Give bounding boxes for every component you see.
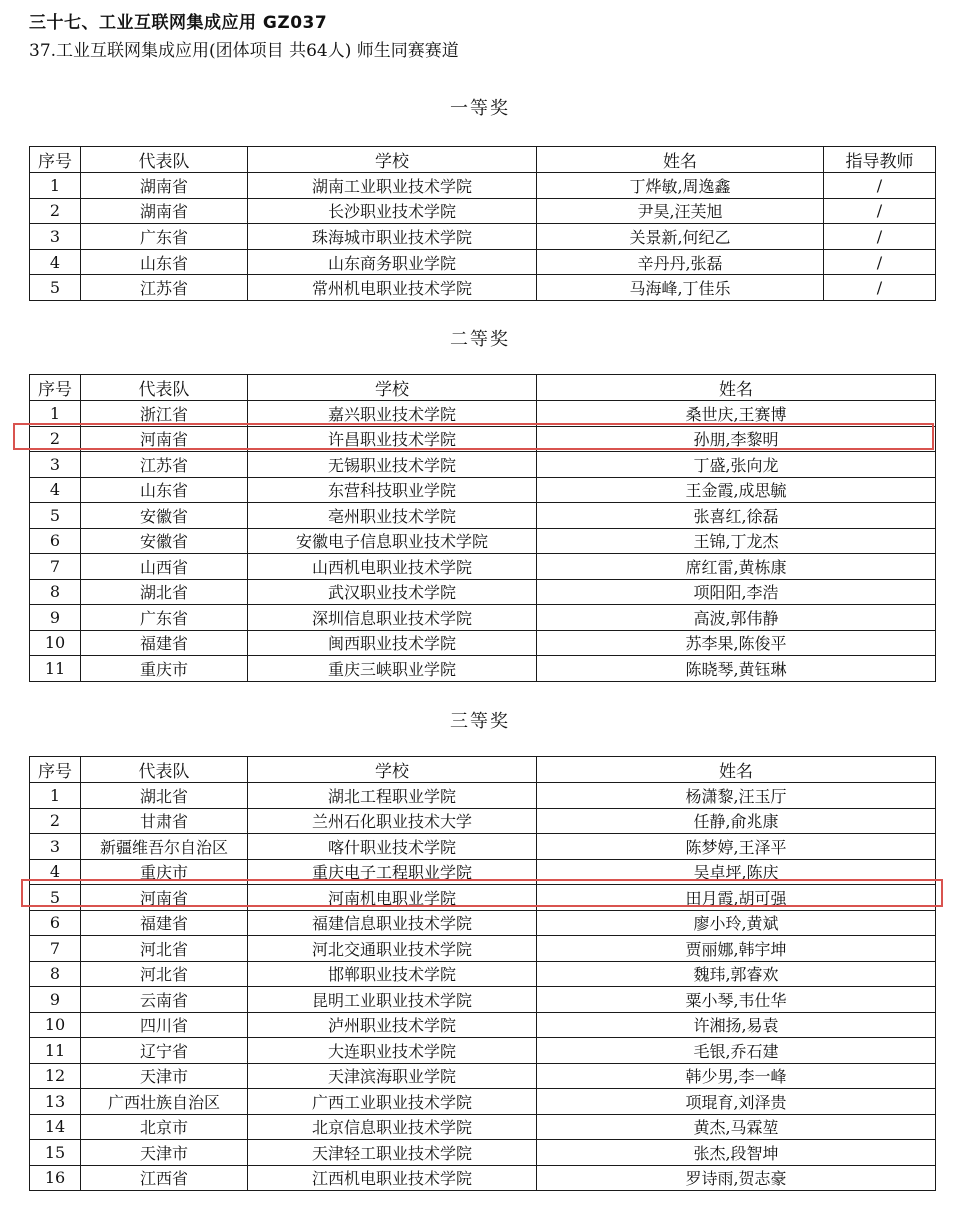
cell-names: 粟小琴,韦仕华 — [537, 987, 936, 1013]
table-row — [30, 808, 936, 834]
cell-names: 辛丹丹,张磊 — [537, 249, 824, 275]
cell-school: 重庆三峡职业学院 — [248, 656, 537, 682]
cell-team: 广东省 — [81, 224, 248, 250]
cell-names: 廖小玲,黄斌 — [537, 910, 936, 936]
cell-rank: 1 — [30, 173, 81, 199]
table-row — [30, 783, 936, 809]
third-prize-table — [29, 756, 936, 1191]
cell-school: 河北交通职业技术学院 — [248, 936, 537, 962]
cell-advisor: / — [824, 173, 936, 199]
column-header-team: 代表队 — [81, 147, 248, 173]
cell-rank: 8 — [30, 579, 81, 605]
cell-rank: 1 — [30, 401, 81, 427]
cell-school: 深圳信息职业技术学院 — [248, 605, 537, 631]
cell-team: 湖北省 — [81, 579, 248, 605]
cell-school: 湖北工程职业学院 — [248, 783, 537, 809]
table-row — [30, 936, 936, 962]
cell-school: 大连职业技术学院 — [248, 1038, 537, 1064]
cell-names: 魏玮,郭睿欢 — [537, 961, 936, 987]
cell-advisor: / — [824, 275, 936, 301]
cell-names: 张杰,段智坤 — [537, 1140, 936, 1166]
cell-team: 天津市 — [81, 1063, 248, 1089]
cell-names: 杨潇黎,汪玉厅 — [537, 783, 936, 809]
table-row — [30, 579, 936, 605]
cell-school: 武汉职业技术学院 — [248, 579, 537, 605]
cell-names: 张喜红,徐磊 — [537, 503, 936, 529]
cell-rank: 4 — [30, 477, 81, 503]
cell-team: 河南省 — [81, 885, 248, 911]
cell-school: 天津轻工职业技术学院 — [248, 1140, 537, 1166]
cell-rank: 7 — [30, 554, 81, 580]
table-row — [30, 1012, 936, 1038]
column-header-names: 姓名 — [537, 757, 936, 783]
cell-team: 福建省 — [81, 910, 248, 936]
cell-names: 吴卓坪,陈庆 — [537, 859, 936, 885]
cell-team: 重庆市 — [81, 656, 248, 682]
cell-names: 毛银,乔石建 — [537, 1038, 936, 1064]
table-row — [30, 198, 936, 224]
cell-school: 安徽电子信息职业技术学院 — [248, 528, 537, 554]
cell-team: 山东省 — [81, 477, 248, 503]
cell-school: 河南机电职业学院 — [248, 885, 537, 911]
cell-names: 贾丽娜,韩宇坤 — [537, 936, 936, 962]
cell-school: 北京信息职业技术学院 — [248, 1114, 537, 1140]
table-row — [30, 859, 936, 885]
column-header-rank: 序号 — [30, 147, 81, 173]
cell-names: 项琨育,刘泽贵 — [537, 1089, 936, 1115]
cell-team: 天津市 — [81, 1140, 248, 1166]
cell-names: 马海峰,丁佳乐 — [537, 275, 824, 301]
cell-names: 罗诗雨,贺志豪 — [537, 1165, 936, 1191]
cell-school: 无锡职业技术学院 — [248, 452, 537, 478]
cell-school: 邯郸职业技术学院 — [248, 961, 537, 987]
cell-names: 韩少男,李一峰 — [537, 1063, 936, 1089]
table-row — [30, 173, 936, 199]
column-header-team: 代表队 — [81, 375, 248, 401]
cell-team: 山东省 — [81, 249, 248, 275]
cell-names: 王金霞,成思毓 — [537, 477, 936, 503]
page-subheading: 37.工业互联网集成应用(团体项目 共64人) 师生同赛赛道 — [29, 41, 459, 61]
table-row — [30, 1114, 936, 1140]
cell-team: 江苏省 — [81, 275, 248, 301]
cell-rank: 2 — [30, 426, 81, 452]
table-row — [30, 656, 936, 682]
column-header-school: 学校 — [248, 375, 537, 401]
cell-team: 安徽省 — [81, 503, 248, 529]
table-row — [30, 1089, 936, 1115]
cell-names: 高波,郭伟静 — [537, 605, 936, 631]
cell-names: 丁烨敏,周逸鑫 — [537, 173, 824, 199]
cell-team: 云南省 — [81, 987, 248, 1013]
column-header-school: 学校 — [248, 147, 537, 173]
cell-team: 福建省 — [81, 630, 248, 656]
cell-rank: 6 — [30, 528, 81, 554]
cell-rank: 9 — [30, 605, 81, 631]
cell-names: 王锦,丁龙杰 — [537, 528, 936, 554]
cell-team: 重庆市 — [81, 859, 248, 885]
cell-rank: 10 — [30, 1012, 81, 1038]
cell-school: 山东商务职业学院 — [248, 249, 537, 275]
cell-rank: 16 — [30, 1165, 81, 1191]
cell-names: 田月霞,胡可强 — [537, 885, 936, 911]
cell-rank: 8 — [30, 961, 81, 987]
cell-team: 湖北省 — [81, 783, 248, 809]
cell-team: 江西省 — [81, 1165, 248, 1191]
cell-rank: 3 — [30, 224, 81, 250]
table-row — [30, 249, 936, 275]
cell-rank: 9 — [30, 987, 81, 1013]
cell-team: 广东省 — [81, 605, 248, 631]
header-row — [30, 757, 936, 783]
cell-school: 泸州职业技术学院 — [248, 1012, 537, 1038]
cell-names: 孙朋,李黎明 — [537, 426, 936, 452]
cell-names: 任静,俞兆康 — [537, 808, 936, 834]
cell-team: 安徽省 — [81, 528, 248, 554]
cell-rank: 2 — [30, 808, 81, 834]
cell-team: 四川省 — [81, 1012, 248, 1038]
table-row — [30, 554, 936, 580]
cell-rank: 7 — [30, 936, 81, 962]
cell-names: 尹昊,汪芙旭 — [537, 198, 824, 224]
table-row — [30, 1140, 936, 1166]
cell-school: 珠海城市职业技术学院 — [248, 224, 537, 250]
cell-school: 重庆电子工程职业学院 — [248, 859, 537, 885]
table-row — [30, 834, 936, 860]
cell-rank: 14 — [30, 1114, 81, 1140]
second-prize-table — [29, 374, 936, 682]
cell-advisor: / — [824, 224, 936, 250]
cell-rank: 2 — [30, 198, 81, 224]
cell-school: 亳州职业技术学院 — [248, 503, 537, 529]
table-row — [30, 224, 936, 250]
table-row — [30, 961, 936, 987]
cell-school: 昆明工业职业技术学院 — [248, 987, 537, 1013]
cell-rank: 5 — [30, 503, 81, 529]
cell-school: 福建信息职业技术学院 — [248, 910, 537, 936]
cell-rank: 15 — [30, 1140, 81, 1166]
cell-school: 嘉兴职业技术学院 — [248, 401, 537, 427]
cell-rank: 4 — [30, 859, 81, 885]
cell-rank: 1 — [30, 783, 81, 809]
table-row — [30, 477, 936, 503]
cell-team: 甘肃省 — [81, 808, 248, 834]
cell-advisor: / — [824, 198, 936, 224]
cell-names: 丁盛,张向龙 — [537, 452, 936, 478]
cell-rank: 12 — [30, 1063, 81, 1089]
column-header-school: 学校 — [248, 757, 537, 783]
cell-team: 北京市 — [81, 1114, 248, 1140]
cell-school: 东营科技职业学院 — [248, 477, 537, 503]
column-header-names: 姓名 — [537, 147, 824, 173]
table-row — [30, 1038, 936, 1064]
cell-school: 长沙职业技术学院 — [248, 198, 537, 224]
table-row — [30, 910, 936, 936]
table-row — [30, 1165, 936, 1191]
cell-team: 江苏省 — [81, 452, 248, 478]
cell-school: 江西机电职业技术学院 — [248, 1165, 537, 1191]
table-row — [30, 605, 936, 631]
cell-school: 广西工业职业技术学院 — [248, 1089, 537, 1115]
table-row — [30, 503, 936, 529]
cell-rank: 11 — [30, 656, 81, 682]
cell-team: 湖南省 — [81, 173, 248, 199]
cell-team: 新疆维吾尔自治区 — [81, 834, 248, 860]
cell-team: 河北省 — [81, 936, 248, 962]
section-title-second-prize: 二等奖 — [450, 329, 510, 350]
cell-team: 广西壮族自治区 — [81, 1089, 248, 1115]
cell-names: 许湘扬,易袁 — [537, 1012, 936, 1038]
cell-school: 喀什职业技术学院 — [248, 834, 537, 860]
cell-rank: 13 — [30, 1089, 81, 1115]
table-row — [30, 630, 936, 656]
cell-team: 山西省 — [81, 554, 248, 580]
cell-names: 黄杰,马霖堃 — [537, 1114, 936, 1140]
column-header-rank: 序号 — [30, 757, 81, 783]
first-prize-table — [29, 146, 936, 301]
cell-school: 许昌职业技术学院 — [248, 426, 537, 452]
section-title-third-prize: 三等奖 — [450, 711, 510, 732]
cell-team: 河北省 — [81, 961, 248, 987]
page-heading: 三十七、工业互联网集成应用 GZ037 — [29, 13, 328, 33]
header-row — [30, 375, 936, 401]
table-row — [30, 1063, 936, 1089]
cell-rank: 5 — [30, 885, 81, 911]
table-row — [30, 528, 936, 554]
table-row — [30, 426, 936, 452]
table-row — [30, 452, 936, 478]
table-row — [30, 885, 936, 911]
cell-rank: 11 — [30, 1038, 81, 1064]
cell-rank: 3 — [30, 452, 81, 478]
column-header-rank: 序号 — [30, 375, 81, 401]
cell-school: 天津滨海职业学院 — [248, 1063, 537, 1089]
cell-names: 项阳阳,李浩 — [537, 579, 936, 605]
table-row — [30, 275, 936, 301]
cell-rank: 10 — [30, 630, 81, 656]
cell-advisor: / — [824, 249, 936, 275]
cell-school: 兰州石化职业技术大学 — [248, 808, 537, 834]
cell-rank: 3 — [30, 834, 81, 860]
column-header-names: 姓名 — [537, 375, 936, 401]
cell-names: 席红雷,黄栋康 — [537, 554, 936, 580]
column-header-team: 代表队 — [81, 757, 248, 783]
cell-school: 常州机电职业技术学院 — [248, 275, 537, 301]
cell-names: 陈梦婷,王泽平 — [537, 834, 936, 860]
cell-school: 闽西职业技术学院 — [248, 630, 537, 656]
cell-names: 苏李果,陈俊平 — [537, 630, 936, 656]
cell-school: 山西机电职业技术学院 — [248, 554, 537, 580]
cell-team: 辽宁省 — [81, 1038, 248, 1064]
cell-team: 浙江省 — [81, 401, 248, 427]
cell-names: 桑世庆,王赛博 — [537, 401, 936, 427]
table-row — [30, 401, 936, 427]
cell-school: 湖南工业职业技术学院 — [248, 173, 537, 199]
table-row — [30, 987, 936, 1013]
section-title-first-prize: 一等奖 — [450, 98, 510, 119]
header-row — [30, 147, 936, 173]
cell-team: 河南省 — [81, 426, 248, 452]
cell-names: 关景新,何纪乙 — [537, 224, 824, 250]
cell-rank: 6 — [30, 910, 81, 936]
cell-names: 陈晓琴,黄钰琳 — [537, 656, 936, 682]
column-header-advisor: 指导教师 — [824, 147, 936, 173]
cell-team: 湖南省 — [81, 198, 248, 224]
cell-rank: 4 — [30, 249, 81, 275]
cell-rank: 5 — [30, 275, 81, 301]
